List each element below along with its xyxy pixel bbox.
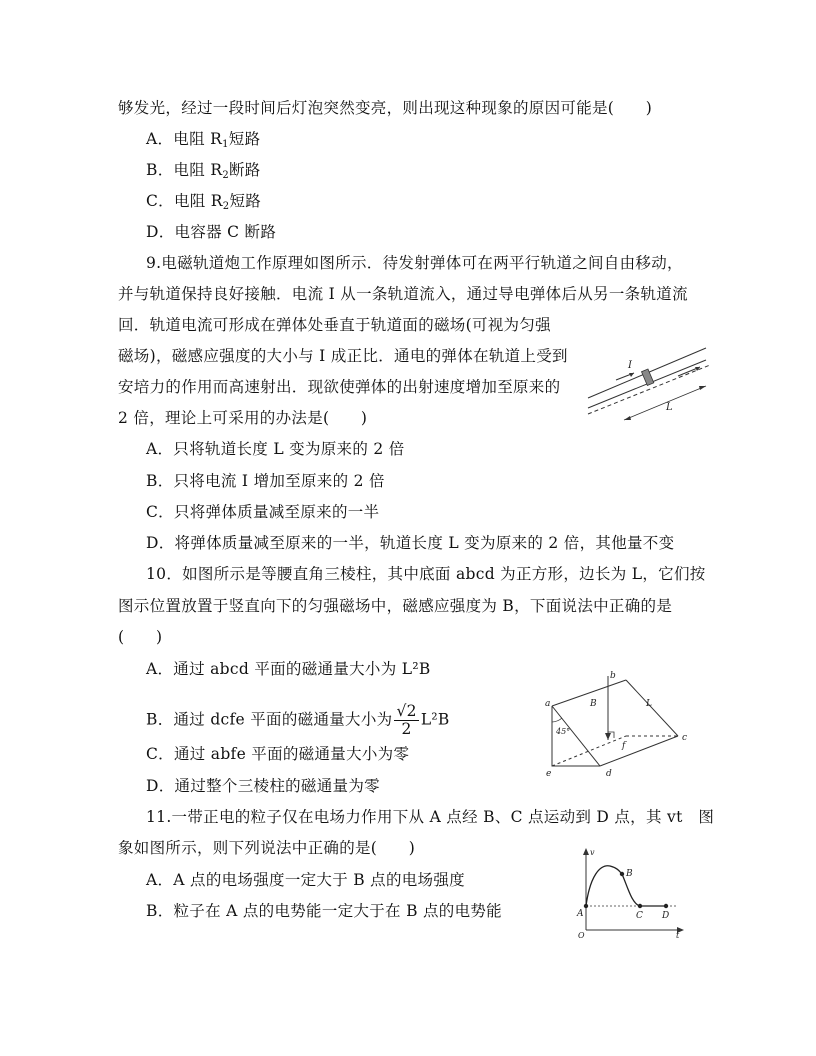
fraction-sqrt2-over-2: $\frac{√2}{2}$ <box>396 702 417 738</box>
q9-line-1: 9.电磁轨道炮工作原理如图所示．待发射弹体可在两平行轨道之间自由移动， <box>146 254 683 272</box>
vertex-b: b <box>610 671 616 681</box>
axis-label-t: t <box>676 931 680 938</box>
q10-option-d: D．通过整个三棱柱的磁通量为零 <box>146 777 380 795</box>
q8-option-d: D．电容器 C 断路 <box>146 223 277 241</box>
vertex-d: d <box>606 769 612 778</box>
q10-line-3: ( ) <box>118 628 163 646</box>
railgun-figure <box>586 346 712 422</box>
point-label-d: D <box>662 911 670 921</box>
vertex-c: c <box>682 733 688 743</box>
q8-stem-tail: 够发光，经过一段时间后灯泡突然变亮，则出现这种现象的原因可能是( ) <box>118 99 653 117</box>
q10-line-2: 图示位置放置于竖直向下的匀强磁场中，磁感应强度为 B，下面说法中正确的是 <box>118 597 673 615</box>
label-length-l: L <box>666 402 673 413</box>
q10-option-b: B．通过 dcfe 平面的磁通量大小为 $\frac{√2}{2}$ L²B <box>146 702 450 738</box>
vertex-f: f <box>622 741 626 751</box>
q11-line-2: 象如图所示，则下列说法中正确的是( ) <box>118 839 416 857</box>
label-current-i: I <box>628 360 632 371</box>
q9-line-4: 磁场)，磁感应强度的大小与 I 成正比．通电的弹体在轨道上受到 <box>118 347 568 365</box>
q10-option-a: A．通过 abcd 平面的磁通量大小为 L²B <box>146 660 431 678</box>
q11-option-a: A．A 点的电场强度一定大于 B 点的电场强度 <box>146 871 465 889</box>
q9-option-c: C．只将弹体质量减至原来的一半 <box>146 503 380 521</box>
q8-option-b: B．电阻 $R_2$断路 <box>146 161 261 181</box>
q10-line-1: 10．如图所示是等腰直角三棱柱，其中底面 abcd 为正方形，边长为 L，它们按 <box>146 565 706 583</box>
axis-label-v: v <box>590 848 595 857</box>
vertex-a: a <box>545 699 551 709</box>
q9-line-2: 并与轨道保持良好接触．电流 I 从一条轨道流入，通过导电弹体后从另一条轨道流 <box>118 285 688 303</box>
vertex-e: e <box>546 769 552 778</box>
q11-option-b: B．粒子在 A 点的电势能一定大于在 B 点的电势能 <box>146 902 502 920</box>
q9-line-6: 2 倍，理论上可采用的办法是( ) <box>118 409 368 427</box>
q9-line-3: 回．轨道电流可形成在弹体处垂直于轨道面的磁场(可视为匀强 <box>118 316 551 334</box>
point-label-b: B <box>626 869 633 879</box>
q9-option-d: D．将弹体质量减至原来的一半，轨道长度 L 变为原来的 2 倍，其他量不变 <box>146 534 675 552</box>
prism-figure <box>542 668 692 778</box>
q9-option-b: B．只将电流 I 增加至原来的 2 倍 <box>146 472 385 490</box>
origin-label-o: O <box>578 931 585 938</box>
q8-option-a: A．电阻 $R_1$短路 <box>146 130 261 150</box>
label-angle-45: 45° <box>556 727 571 736</box>
q10-option-c: C．通过 abfe 平面的磁通量大小为零 <box>146 745 410 763</box>
q9-option-a: A．只将轨道长度 L 变为原来的 2 倍 <box>146 440 405 458</box>
q11-line-1: 11.一带正电的粒子仅在电场力作用下从 A 点经 B、C 点运动到 D 点，其 vt 图 <box>146 808 715 826</box>
q9-line-5: 安培力的作用而高速射出．现欲使弹体的出射速度增加至原来的 <box>118 378 561 396</box>
point-label-a: A <box>577 909 584 919</box>
label-field-b: B <box>590 699 597 709</box>
label-side-l: L <box>646 699 652 709</box>
point-label-c: C <box>636 911 643 921</box>
vt-graph-figure <box>572 846 688 938</box>
q8-option-c: C．电阻 $R_2$短路 <box>146 192 262 212</box>
